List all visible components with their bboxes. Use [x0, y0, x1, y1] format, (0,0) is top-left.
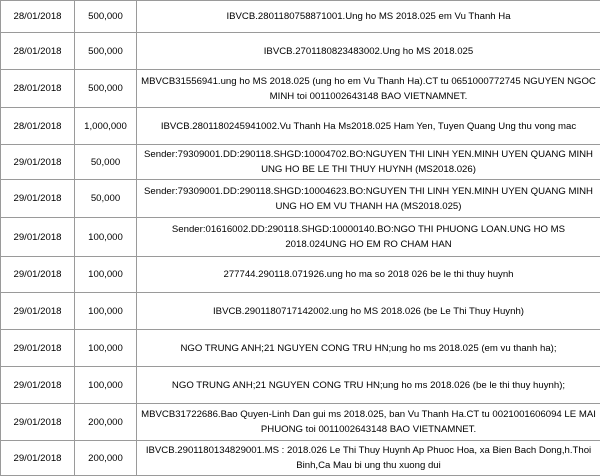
table-row	[1, 330, 600, 367]
date-cell: 28/01/2018	[1, 108, 75, 145]
date-cell: 28/01/2018	[1, 1, 75, 33]
table-row	[1, 441, 600, 476]
description-cell: IBVCB.2801180245941002.Vu Thanh Ha Ms2018.025 Ham Yen, Tuyen Quang Ung thu vong mac	[137, 108, 600, 145]
description-cell: Sender:79309001.DD:290118.SHGD:10004623.BO:NGUYEN THI LINH YEN.MINH UYEN QUANG MINH UNG HO EM VU THANH HA (MS2018.025)	[137, 180, 600, 218]
amount-cell: 500,000	[75, 70, 137, 108]
amount-cell: 200,000	[75, 441, 137, 476]
table-row	[1, 367, 600, 404]
date-cell: 29/01/2018	[1, 441, 75, 476]
amount-cell: 500,000	[75, 33, 137, 70]
description-cell: Sender:79309001.DD:290118.SHGD:10004702.BO:NGUYEN THI LINH YEN.MINH UYEN QUANG MINH UNG HO BE LE THI THUY HUYNH (MS2018.026)	[137, 145, 600, 180]
date-cell: 29/01/2018	[1, 404, 75, 441]
amount-cell: 50,000	[75, 145, 137, 180]
amount-cell: 100,000	[75, 218, 137, 257]
description-cell: NGO TRUNG ANH;21 NGUYEN CONG TRU HN;ung ho ms 2018.026 (be le thi thuy huynh);	[137, 367, 600, 404]
table-row	[1, 257, 600, 293]
date-cell: 29/01/2018	[1, 367, 75, 404]
date-cell: 29/01/2018	[1, 145, 75, 180]
date-cell: 29/01/2018	[1, 180, 75, 218]
description-cell: 277744.290118.071926.ung ho ma so 2018 026 be le thi thuy huynh	[137, 257, 600, 293]
table-row	[1, 70, 600, 108]
description-cell: MBVCB31722686.Bao Quyen-Linh Dan gui ms 2018.025, ban Vu Thanh Ha.CT tu 0021001606094 LE MAI PHUONG toi 0011002643148 BAO VIETNAMNET.	[137, 404, 600, 441]
table-row	[1, 218, 600, 257]
description-cell: NGO TRUNG ANH;21 NGUYEN CONG TRU HN;ung ho ms 2018.025 (em vu thanh ha);	[137, 330, 600, 367]
description-cell: IBVCB.2901180134829001.MS : 2018.026 Le Thi Thuy Huynh Ap Phuoc Hoa, xa Bien Bach Dong,h.Thoi Binh,Ca Mau bi ung thu xuong dui	[137, 441, 600, 476]
amount-cell: 100,000	[75, 257, 137, 293]
date-cell: 28/01/2018	[1, 33, 75, 70]
date-cell: 29/01/2018	[1, 218, 75, 257]
table-row	[1, 293, 600, 330]
table-row	[1, 180, 600, 218]
amount-cell: 50,000	[75, 180, 137, 218]
description-cell: IBVCB.2801180758871001.Ung ho MS 2018.025 em Vu Thanh Ha	[137, 1, 600, 33]
date-cell: 29/01/2018	[1, 330, 75, 367]
description-cell: IBVCB.2901180717142002.ung ho MS 2018.026 (be Le Thi Thuy Huynh)	[137, 293, 600, 330]
table-row	[1, 145, 600, 180]
amount-cell: 200,000	[75, 404, 137, 441]
date-cell: 29/01/2018	[1, 257, 75, 293]
table-row	[1, 404, 600, 441]
description-cell: IBVCB.2701180823483002.Ung ho MS 2018.025	[137, 33, 600, 70]
description-cell: MBVCB31556941.ung ho MS 2018.025 (ung ho em Vu Thanh Ha).CT tu 0651000772745 NGUYEN NGOC MINH toi 0011002643148 BAO VIETNAMNET.	[137, 70, 600, 108]
amount-cell: 100,000	[75, 367, 137, 404]
amount-cell: 500,000	[75, 1, 137, 33]
amount-cell: 100,000	[75, 330, 137, 367]
table-row	[1, 33, 600, 70]
amount-cell: 100,000	[75, 293, 137, 330]
amount-cell: 1,000,000	[75, 108, 137, 145]
table-row	[1, 1, 600, 33]
table-row	[1, 108, 600, 145]
date-cell: 28/01/2018	[1, 70, 75, 108]
description-cell: Sender:01616002.DD:290118.SHGD:10000140.BO:NGO THI PHUONG LOAN.UNG HO MS 2018.024UNG HO EM RO CHAM HAN	[137, 218, 600, 257]
date-cell: 29/01/2018	[1, 293, 75, 330]
